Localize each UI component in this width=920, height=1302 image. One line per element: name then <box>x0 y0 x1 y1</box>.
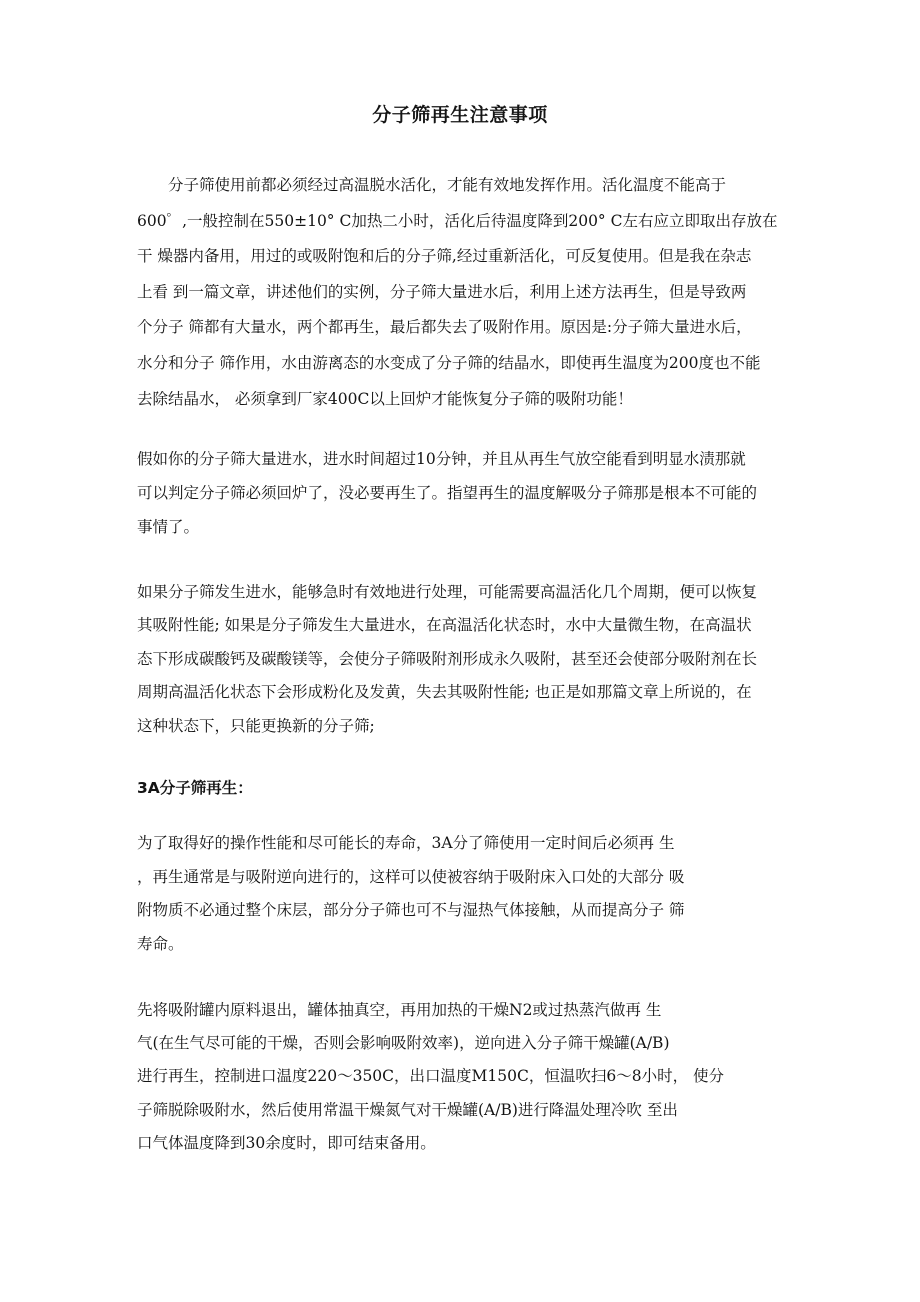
paragraph-line: 如果分子筛发生进水，能够急时有效地进行处理，可能需要高温活化几个周期，便可以恢复 <box>137 583 758 601</box>
paragraph-line: 去除结晶水， 必须拿到厂家400C以上回炉才能恢复分子筛的吸附功能！ <box>137 389 633 408</box>
paragraph-activation <box>137 168 797 417</box>
paragraph-treatment <box>137 576 797 743</box>
paragraph-line: 其吸附性能; 如果是分子筛发生大量进水，在高温活化状态时，水中大量微生物，在高温状 <box>137 616 752 635</box>
paragraph-line: 周期高温活化状态下会形成粉化及发黄，失去其吸附性能; 也正是如那篇文章上所说的，在 <box>137 683 752 702</box>
paragraph-line: 进行再生，控制进口温度220～350C，出口温度M150C，恒温吹扫6～8小时， 使分 <box>137 1067 724 1086</box>
paragraph-line: 可以判定分子筛必须回炉了，没必要再生了。指望再生的温度解吸分子筛那是根本不可能的 <box>137 484 758 502</box>
paragraph-line: 态下形成碳酸钙及碳酸镁等，会使分子筛吸附剂形成永久吸附，甚至还会使部分吸附剂在长 <box>137 649 758 668</box>
paragraph-line: 600゜,一般控制在550±10° C加热二小时，活化后待温度降到200° C左右应立即取出存放在 <box>137 211 778 230</box>
paragraph-line: 事情了。 <box>137 518 200 536</box>
document-title: 分子筛再生注意事项 <box>372 104 548 126</box>
paragraph-line: 假如你的分子筛大量进水，进水时间超过10分钟，并且从再生气放空能看到明显水渍那就 <box>137 450 746 468</box>
paragraph-line: 上看 到一篇文章，讲述他们的实例，分子筛大量进水后，利用上述方法再生，但是导致两 <box>137 282 747 301</box>
paragraph-line: 附物质不必通过整个床层，部分分子筛也可不与湿热气体接触，从而提高分子 筛 <box>137 901 685 919</box>
paragraph-line: 分子筛使用前都必须经过高温脱水活化，才能有效地发挥作用。活化温度不能高于 <box>137 176 727 194</box>
paragraph-3a-intro <box>137 827 797 961</box>
paragraph-line: 气(在生气尽可能的干燥，否则会影响吸附效率)，逆向进入分子筛干燥罐(A/B) <box>137 1034 670 1053</box>
paragraph-line: 先将吸附罐内原料退出，罐体抽真空，再用加热的干燥N2或过热蒸汽做再 生 <box>137 1001 662 1019</box>
paragraph-line: 这种状态下，只能更换新的分子筛; <box>137 716 375 735</box>
paragraph-line: 口气体温度降到30余度时，即可结束备用。 <box>137 1133 436 1152</box>
paragraph-line: 干 燥器内备用，用过的或吸附饱和后的分子筛,经过重新活化，可反复使用。但是我在杂志 <box>137 247 752 266</box>
paragraph-water-intake <box>137 442 797 544</box>
paragraph-line: ，再生通常是与吸附逆向进行的，这样可以使被容纳于吸附床入口处的大部分 吸 <box>137 867 685 886</box>
paragraph-line: 寿命。 <box>137 934 184 953</box>
section-heading: 3A分子筛再生： <box>137 779 253 797</box>
paragraph-line: 水分和分子 筛作用，水由游离态的水变成了分子筛的结晶水，即使再生温度为200度也不能 <box>137 353 761 372</box>
paragraph-line: 个分子 筛都有大量水，两个都再生，最后都失去了吸附作用。原因是:分子筛大量进水后， <box>137 318 752 337</box>
paragraph-3a-procedure <box>137 994 797 1160</box>
paragraph-line: 子筛脱除吸附水，然后使用常温干燥氮气对干燥罐(A/B)进行降温处理冷吹 至出 <box>137 1100 678 1119</box>
paragraph-line: 为了取得好的操作性能和尽可能长的寿命，3A分了筛使用一定时间后必须再 生 <box>137 834 675 852</box>
